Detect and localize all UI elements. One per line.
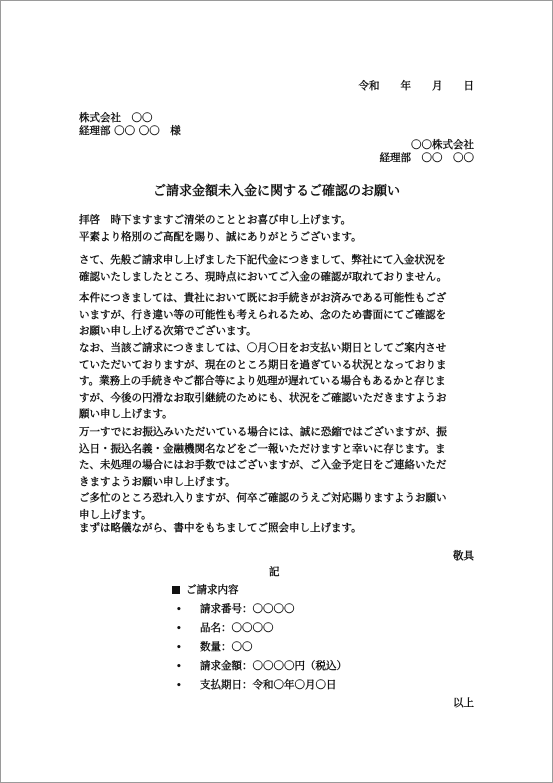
- text-line: 万一すでにお振込みいただいている場合には、誠に恐縮ではございますが、振: [79, 426, 447, 438]
- text-line: お願い申し上げる次第でございます。: [79, 325, 257, 337]
- text-line: 願い申し上げます。: [79, 408, 173, 420]
- detail-text: 品名：〇〇〇〇: [200, 622, 274, 634]
- list-item: [176, 600, 347, 619]
- detail-text: 支払期日：令和〇年〇月〇日: [200, 679, 337, 691]
- bullet-icon: •: [176, 605, 182, 615]
- bullet-icon: •: [176, 662, 182, 672]
- sender-person: 経理部 〇〇 〇〇: [379, 152, 474, 164]
- text-line: 込日・振込名義・金融機関名などをご一報いただけますと幸いに存じます。ま: [79, 442, 446, 455]
- letter-title: ご請求金額未入金に関するご確認のお願い: [152, 184, 400, 199]
- paragraph-closing: [79, 520, 479, 537]
- list-item: [176, 619, 347, 638]
- paragraph-possibility: [79, 290, 479, 340]
- paragraph-request: [79, 490, 479, 523]
- list-item: [176, 638, 347, 657]
- paragraph-transfer: [79, 424, 479, 490]
- details-heading-text: ご請求内容: [186, 584, 239, 596]
- text-line: すが、今後の円滑なお取引継続のためにも、状況をご確認いただきますようお: [79, 391, 447, 404]
- paragraph-greeting: [79, 212, 479, 245]
- text-line: 本件につきましては、貴社において既にお手続きがお済みである可能性もござ: [79, 292, 447, 304]
- text-line: さて、先般ご請求申し上げました下記代金につきまして、弊社にて入金状況を: [79, 254, 446, 266]
- details-heading: [172, 584, 239, 597]
- text-line: きますようお願い申し上げます。: [79, 475, 236, 488]
- recipient-company: 株式会社 〇〇: [79, 112, 153, 124]
- text-line: 申し上げます。: [79, 508, 152, 521]
- details-list: [176, 600, 347, 695]
- text-line: 確認いたしましたところ、現時点においてご入金の確認が取れておりません。: [79, 270, 448, 283]
- text-line: なお、当該ご請求につきましては、〇月〇日をお支払い期日としてご案内させ: [79, 342, 447, 354]
- sender-company: 〇〇株式会社: [411, 139, 474, 151]
- text-line: いますが、行き違い等の可能性も考えられるため、念のため書面にてご確認を: [79, 308, 447, 321]
- detail-text: 請求金額：〇〇〇〇円（税込）: [200, 660, 347, 672]
- bullet-icon: •: [176, 624, 182, 634]
- text-line: ていただいておりますが、現在のところ期日を過ぎている状況となっておりま: [79, 358, 447, 371]
- recipient-person: 経理部 〇〇 〇〇 様: [79, 125, 181, 137]
- square-bullet-icon: [172, 586, 180, 594]
- text-line: す。業務上の手続きやご都合等により処理が遅れている場合もあるかと存じま: [79, 375, 446, 387]
- text-line: 拝啓 時下ますますご清栄のこととお喜び申し上げます。: [79, 214, 352, 226]
- ki-mark: 記: [269, 566, 280, 578]
- paragraph-due-date: [79, 340, 479, 423]
- date-line: 令和 年 月 日: [358, 80, 474, 92]
- closing-keigu: 敬具: [453, 550, 474, 562]
- paragraph-status: [79, 252, 479, 285]
- bullet-icon: •: [176, 643, 182, 653]
- text-line: まずは略儀ながら、書中をもちましてご照会申し上げます。: [79, 522, 362, 534]
- text-line: 平素より格別のご高配を賜り、誠にありがとうございます。: [79, 230, 362, 243]
- detail-text: 数量：〇〇: [200, 641, 253, 653]
- list-item: [176, 657, 347, 676]
- text-line: ご多忙のところ恐れ入りますが、何卒ご確認のうえご対応賜りますようお願い: [79, 492, 447, 504]
- list-item: [176, 676, 347, 695]
- end-mark: 以上: [453, 697, 474, 709]
- text-line: た、未処理の場合にはお手数ではございますが、ご入金予定日をご連絡いただ: [79, 459, 447, 471]
- bullet-icon: •: [176, 681, 182, 691]
- detail-text: 請求番号：〇〇〇〇: [200, 603, 295, 615]
